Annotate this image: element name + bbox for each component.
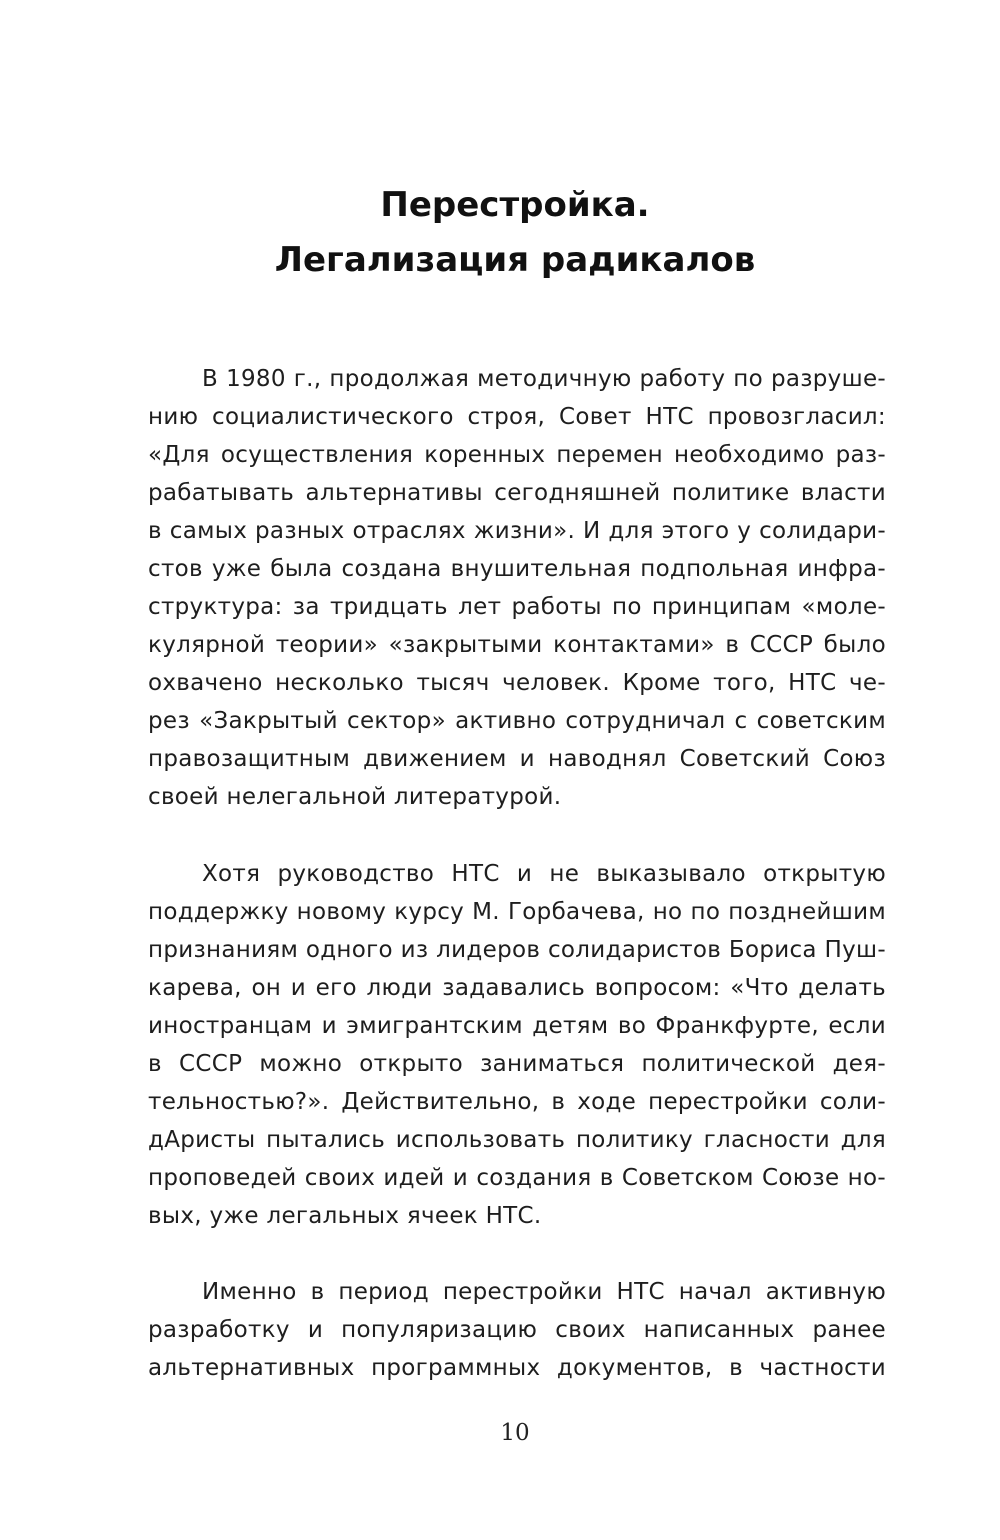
text-line: альтернативных программных документов, в частности <box>148 1355 886 1381</box>
chapter-heading <box>150 178 880 288</box>
text-line: В 1980 г., продолжая методичную работу по разруше- <box>202 366 886 392</box>
text-line: Именно в период перестройки НТС начал активную <box>202 1279 886 1305</box>
text-line: проповедей своих идей и создания в Советском Союзе но- <box>148 1165 886 1191</box>
text-line: структура: за тридцать лет работы по принципам «моле- <box>148 594 886 620</box>
text-line: Хотя руководство НТС и не выказывало открытую <box>202 861 886 887</box>
text-line: своей нелегальной литературой. <box>148 784 562 810</box>
text-line: рабатывать альтернативы сегодняшней политике власти <box>148 480 886 506</box>
text-line: поддержку новому курсу М. Горбачева, но по позднейшим <box>148 899 886 925</box>
text-line: признаниям одного из лидеров солидаристов Бориса Пуш- <box>148 937 886 963</box>
text-line: в самых разных отраслях жизни». И для этого у солидари- <box>148 518 886 544</box>
paragraph-3 <box>148 1273 886 1387</box>
text-line: тельностью?». Действительно, в ходе перестройки соли- <box>148 1089 886 1115</box>
text-line: нию социалистического строя, Совет НТС провозгласил: <box>148 404 886 430</box>
text-line: рез «Закрытый сектор» активно сотрудничал с советским <box>148 708 886 734</box>
text-line: вых, уже легальных ячеек НТС. <box>148 1203 542 1229</box>
text-line: охвачено несколько тысяч человек. Кроме того, НТС че- <box>148 670 886 696</box>
text-line: карева, он и его люди задавались вопросом: «Что делать <box>148 975 886 1001</box>
text-line: стов уже была создана внушительная подпольная инфра- <box>148 556 886 582</box>
text-line: дАристы пытались использовать политику гласности для <box>148 1127 886 1153</box>
paragraph-2 <box>148 855 886 1235</box>
page-number: 10 <box>500 1420 530 1446</box>
text-line: в СССР можно открыто заниматься политической дея- <box>148 1051 886 1077</box>
paragraph-1 <box>148 360 886 816</box>
text-line: кулярной теории» «закрытыми контактами» в СССР было <box>148 632 886 658</box>
chapter-heading-line-2: Легализация радикалов <box>274 240 756 280</box>
text-line: разработку и популяризацию своих написанных ранее <box>148 1317 886 1343</box>
chapter-heading-line-1: Перестройка. <box>380 185 650 225</box>
text-line: правозащитным движением и наводнял Советский Союз <box>148 746 886 772</box>
text-line: «Для осуществления коренных перемен необходимо раз- <box>148 442 886 468</box>
text-line: иностранцам и эмигрантским детям во Франкфурте, если <box>148 1013 886 1039</box>
